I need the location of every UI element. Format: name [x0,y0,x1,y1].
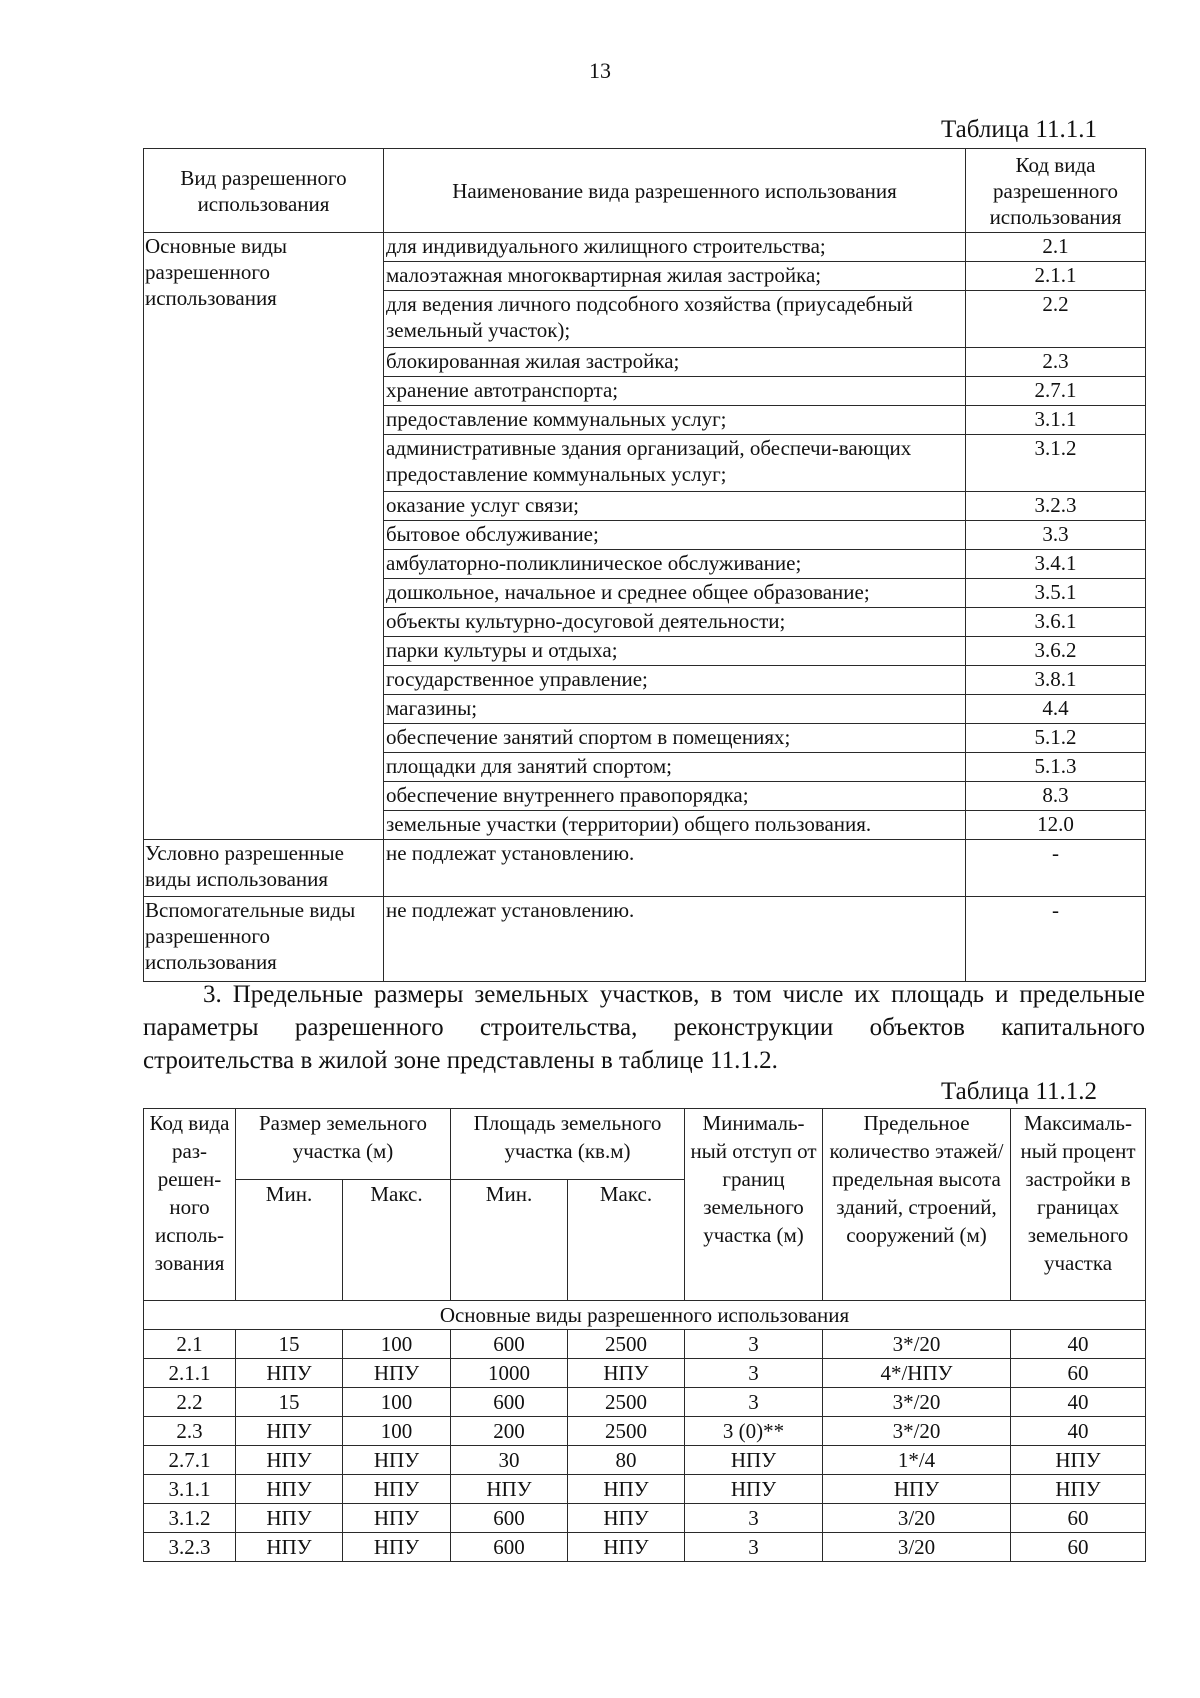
cell-area-min: НПУ [451,1475,568,1504]
category-main: Основные виды разрешенного использования [144,233,384,840]
cell-size-min: НПУ [236,1446,343,1475]
cell-floors: 3/20 [823,1504,1011,1533]
cell-size-min: НПУ [236,1533,343,1562]
plot-parameters-table [143,1108,1146,1562]
table-1-caption: Таблица 11.1.1 [941,116,1097,143]
use-code: 3.1.2 [966,435,1146,492]
use-code: 3.5.1 [966,579,1146,608]
use-name: обеспечение внутреннего правопорядка; [384,782,966,811]
use-name: для индивидуального жилищного строительства; [384,233,966,262]
section-row [144,1301,1146,1330]
cell-area-min: 600 [451,1388,568,1417]
page-number: 13 [589,58,611,83]
use-name: административные здания организаций, обеспечи-вающих предоставление коммунальных услуг; [384,435,966,492]
use-code: 3.2.3 [966,492,1146,521]
use-name: государственное управление; [384,666,966,695]
use-name: хранение автотранспорта; [384,377,966,406]
use-name: не подлежат установлению. [384,897,966,982]
body-paragraph: 3. Предельные размеры земельных участков, в том числе их площадь и предельные параметры разрешенного строительства, реконструкции объектов капитального строительства в жилой зоне представлены в таблице 11.1.2. [143,981,1145,1074]
use-code: 2.2 [966,291,1146,348]
table-row [144,1388,1146,1417]
cell-area-max: 80 [568,1446,685,1475]
cell-area-min: 600 [451,1533,568,1562]
use-name: блокированная жилая застройка; [384,348,966,377]
use-name: амбулаторно-поликлиническое обслуживание; [384,550,966,579]
cell-setback: НПУ [685,1475,823,1504]
cell-floors: 3/20 [823,1533,1011,1562]
header-size-min: Мин. [236,1180,343,1301]
use-code: 3.6.1 [966,608,1146,637]
use-name: земельные участки (территории) общего пользования. [384,811,966,840]
cell-size-min: НПУ [236,1504,343,1533]
cell-setback: НПУ [685,1446,823,1475]
cell-code: 2.2 [144,1388,236,1417]
table-row [144,1504,1146,1533]
cell-area-max: 2500 [568,1388,685,1417]
cell-floors: 3*/20 [823,1330,1011,1359]
header-plot-area: Площадь земельного участка (кв.м) [451,1109,685,1180]
cell-setback: 3 [685,1359,823,1388]
cell-code: 2.7.1 [144,1446,236,1475]
cell-size-min: НПУ [236,1359,343,1388]
use-code: 5.1.2 [966,724,1146,753]
use-code: - [966,840,1146,897]
cell-size-max: 100 [343,1417,451,1446]
use-name: бытовое обслуживание; [384,521,966,550]
cell-area-min: 200 [451,1417,568,1446]
table-row [144,1417,1146,1446]
table-row [144,897,1146,982]
section-label: Основные виды разрешенного использования [144,1301,1146,1330]
cell-size-max: НПУ [343,1475,451,1504]
cell-area-min: 1000 [451,1359,568,1388]
use-name: не подлежат установлению. [384,840,966,897]
header-floors: Предельное количество этажей/ предельная высота зданий, строений, сооружений (м) [823,1109,1011,1301]
use-name: парки культуры и отдыха; [384,637,966,666]
use-code: 2.3 [966,348,1146,377]
table-2-caption: Таблица 11.1.2 [941,1078,1097,1105]
use-code: 12.0 [966,811,1146,840]
cell-area-min: 30 [451,1446,568,1475]
use-name: площадки для занятий спортом; [384,753,966,782]
use-name: предоставление коммунальных услуг; [384,406,966,435]
cell-floors: 3*/20 [823,1388,1011,1417]
cell-code: 3.2.3 [144,1533,236,1562]
cell-size-min: НПУ [236,1475,343,1504]
use-name: объекты культурно-досуговой деятельности; [384,608,966,637]
use-code: 3.8.1 [966,666,1146,695]
cell-setback: 3 [685,1330,823,1359]
use-name: малоэтажная многоквартирная жилая застройка; [384,262,966,291]
table-row [144,1475,1146,1504]
cell-coverage: 60 [1011,1533,1146,1562]
cell-size-min: 15 [236,1330,343,1359]
permitted-use-table [143,148,1146,982]
use-code: 5.1.3 [966,753,1146,782]
use-code: 3.1.1 [966,406,1146,435]
cell-setback: 3 (0)** [685,1417,823,1446]
cell-code: 2.1.1 [144,1359,236,1388]
cell-area-max: НПУ [568,1359,685,1388]
cell-size-max: 100 [343,1330,451,1359]
table-row [144,233,1146,262]
use-code: 3.3 [966,521,1146,550]
category-auxiliary: Вспомогательные виды разрешенного использования [144,897,384,982]
cell-area-max: 2500 [568,1417,685,1446]
cell-floors: НПУ [823,1475,1011,1504]
table-row [144,1533,1146,1562]
header-use-name: Наименование вида разрешенного использования [384,149,966,233]
header-area-max: Макс. [568,1180,685,1301]
cell-setback: 3 [685,1533,823,1562]
cell-floors: 1*/4 [823,1446,1011,1475]
cell-size-max: НПУ [343,1446,451,1475]
use-code: 2.1 [966,233,1146,262]
use-name: магазины; [384,695,966,724]
cell-coverage: НПУ [1011,1475,1146,1504]
cell-area-max: НПУ [568,1475,685,1504]
use-code: 3.4.1 [966,550,1146,579]
cell-size-max: НПУ [343,1533,451,1562]
header-plot-size: Размер земельного участка (м) [236,1109,451,1180]
header-coverage: Максималь-ный процент застройки в границах земельного участка [1011,1109,1146,1301]
header-use-code: Код вида разрешенного использования [966,149,1146,233]
use-name: для ведения личного подсобного хозяйства (приусадебный земельный участок); [384,291,966,348]
cell-area-max: НПУ [568,1533,685,1562]
cell-code: 3.1.1 [144,1475,236,1504]
cell-coverage: НПУ [1011,1446,1146,1475]
cell-coverage: 60 [1011,1359,1146,1388]
cell-area-min: 600 [451,1504,568,1533]
cell-setback: 3 [685,1504,823,1533]
cell-area-min: 600 [451,1330,568,1359]
cell-size-min: НПУ [236,1417,343,1446]
cell-floors: 4*/НПУ [823,1359,1011,1388]
table-row [144,840,1146,897]
header-use-type: Вид разрешенного использования [144,149,384,233]
header-size-max: Макс. [343,1180,451,1301]
cell-area-max: 2500 [568,1330,685,1359]
table-row [144,1359,1146,1388]
use-code: 2.7.1 [966,377,1146,406]
cell-coverage: 40 [1011,1388,1146,1417]
cell-coverage: 60 [1011,1504,1146,1533]
table-row [144,1330,1146,1359]
table-row [144,1446,1146,1475]
cell-floors: 3*/20 [823,1417,1011,1446]
cell-code: 2.3 [144,1417,236,1446]
cell-size-max: НПУ [343,1504,451,1533]
use-code: 8.3 [966,782,1146,811]
cell-setback: 3 [685,1388,823,1417]
cell-code: 2.1 [144,1330,236,1359]
cell-coverage: 40 [1011,1417,1146,1446]
cell-size-max: НПУ [343,1359,451,1388]
use-name: дошкольное, начальное и среднее общее образование; [384,579,966,608]
cell-code: 3.1.2 [144,1504,236,1533]
cell-coverage: 40 [1011,1330,1146,1359]
header-area-min: Мин. [451,1180,568,1301]
use-name: обеспечение занятий спортом в помещениях; [384,724,966,753]
cell-size-min: 15 [236,1388,343,1417]
use-code: 2.1.1 [966,262,1146,291]
use-code: 3.6.2 [966,637,1146,666]
use-code: 4.4 [966,695,1146,724]
header-code: Код вида раз-решен-ного исполь-зования [144,1109,236,1301]
cell-area-max: НПУ [568,1504,685,1533]
use-code: - [966,897,1146,982]
category-conditional: Условно разрешенные виды использования [144,840,384,897]
use-name: оказание услуг связи; [384,492,966,521]
cell-size-max: 100 [343,1388,451,1417]
header-setback: Минималь-ный отступ от границ земельного участка (м) [685,1109,823,1301]
